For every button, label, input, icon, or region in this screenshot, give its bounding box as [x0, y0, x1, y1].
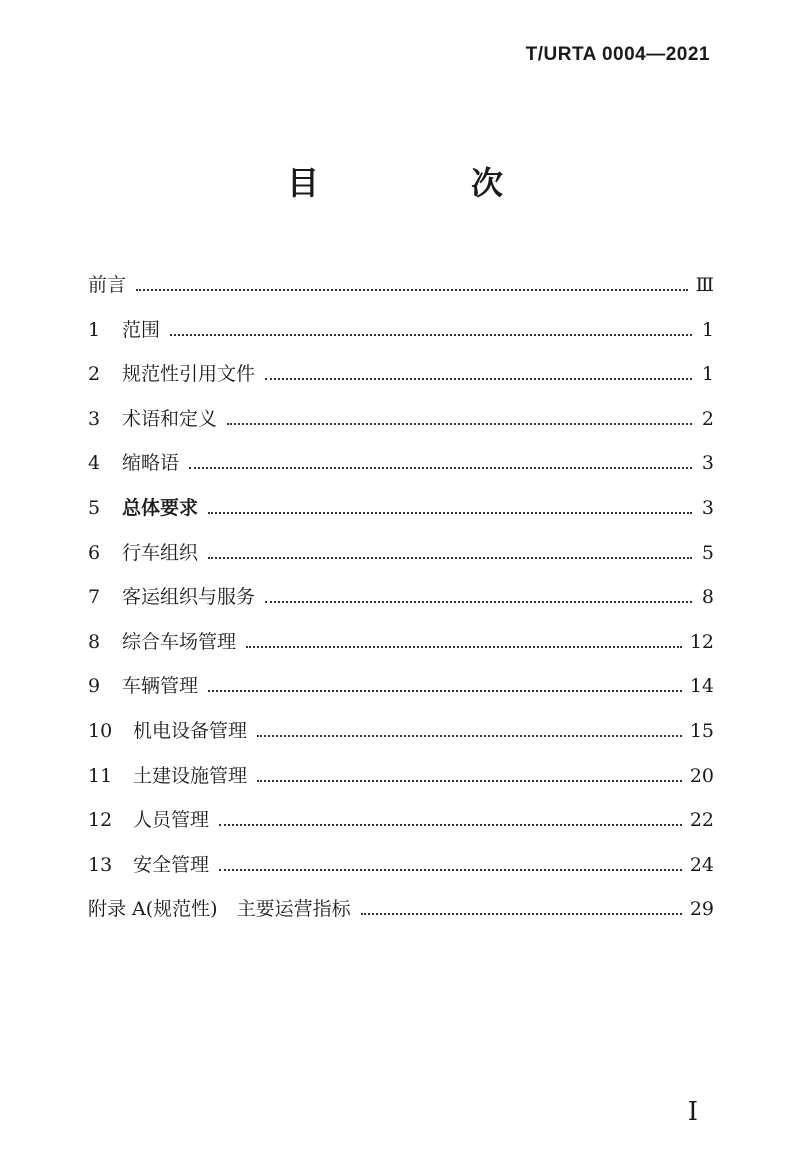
toc-entry-number: 3 [88, 407, 101, 430]
toc-entry-label: 土建设施管理 [133, 764, 248, 787]
toc-leader-dots [361, 913, 682, 915]
toc-entry-number: 12 [88, 809, 113, 832]
toc-entry-label: 术语和定义 [122, 407, 218, 430]
toc-entry-page: 1 [701, 318, 714, 341]
toc-entry-8[interactable] [88, 627, 714, 672]
toc-entry-9[interactable] [88, 671, 714, 716]
toc-entry-page: 20 [689, 764, 714, 787]
toc-entry-number: 8 [88, 630, 101, 653]
toc-entry-label: 机电设备管理 [133, 719, 248, 742]
toc-entry-11[interactable] [88, 761, 714, 806]
table-of-contents [88, 270, 714, 939]
toc-entry-13[interactable] [88, 850, 714, 895]
toc-leader-dots [257, 735, 682, 737]
toc-leader-dots [219, 824, 682, 826]
toc-entry-foreword[interactable] [88, 270, 714, 315]
toc-entry-label: 客运组织与服务 [122, 586, 256, 609]
toc-entry-page: 3 [701, 496, 714, 519]
toc-entry-label: 行车组织 [122, 541, 199, 564]
toc-entry-page: 1 [701, 363, 714, 386]
toc-entry-label: 范围 [122, 318, 161, 341]
toc-entry-number: 2 [88, 363, 101, 386]
toc-entry-page: 5 [701, 541, 714, 564]
toc-entry-label: 车辆管理 [122, 675, 199, 698]
toc-entry-label: 综合车场管理 [122, 630, 237, 653]
toc-entry-number: 7 [88, 586, 101, 609]
toc-entry-number: 6 [88, 541, 101, 564]
toc-entry-label: 附录 A(规范性) 主要运营指标 [88, 898, 351, 921]
toc-leader-dots [227, 423, 692, 425]
toc-entry-page: 12 [689, 630, 714, 653]
toc-entry-number: 13 [88, 853, 113, 876]
toc-entry-number: 10 [88, 719, 113, 742]
toc-entry-label: 前言 [88, 274, 127, 296]
toc-entry-label: 总体要求 [122, 496, 199, 519]
toc-entry-label: 缩略语 [122, 452, 180, 475]
toc-entry-page: 14 [689, 675, 714, 698]
toc-leader-dots [208, 557, 692, 559]
toc-entry-1[interactable] [88, 315, 714, 360]
toc-leader-dots [246, 646, 682, 648]
toc-entry-12[interactable] [88, 805, 714, 850]
toc-entry-7[interactable] [88, 582, 714, 627]
toc-leader-dots [265, 378, 692, 380]
toc-entry-label: 人员管理 [133, 809, 210, 832]
toc-entry-label: 安全管理 [133, 853, 210, 876]
toc-entry-page: 29 [689, 898, 714, 921]
toc-entry-page: Ⅲ [695, 274, 714, 296]
toc-entry-5[interactable] [88, 493, 714, 538]
toc-leader-dots [208, 512, 692, 514]
toc-entry-6[interactable] [88, 538, 714, 583]
toc-entry-10[interactable] [88, 716, 714, 761]
page-title: 目 次 [286, 164, 563, 202]
toc-entry-page: 24 [689, 853, 714, 876]
toc-entry-page: 8 [701, 586, 714, 609]
toc-entry-appendix-a[interactable] [88, 894, 714, 939]
toc-leader-dots [189, 467, 692, 469]
toc-entry-4[interactable] [88, 448, 714, 493]
standard-code: T/URTA 0004—2021 [525, 44, 710, 65]
toc-entry-label: 规范性引用文件 [122, 363, 256, 386]
toc-entry-number: 1 [88, 318, 101, 341]
toc-leader-dots [265, 601, 692, 603]
toc-entry-page: 2 [701, 407, 714, 430]
toc-entry-page: 15 [689, 719, 714, 742]
page-number: I [687, 1097, 698, 1127]
toc-entry-page: 22 [689, 809, 714, 832]
toc-leader-dots [219, 869, 682, 871]
toc-entry-number: 11 [88, 764, 113, 787]
toc-leader-dots [136, 289, 688, 291]
toc-entry-page: 3 [701, 452, 714, 475]
toc-entry-number: 4 [88, 452, 101, 475]
toc-leader-dots [208, 690, 682, 692]
toc-entry-2[interactable] [88, 359, 714, 404]
toc-entry-3[interactable] [88, 404, 714, 449]
toc-leader-dots [170, 334, 692, 336]
toc-entry-number: 9 [88, 675, 101, 698]
toc-leader-dots [257, 780, 682, 782]
toc-entry-number: 5 [88, 496, 101, 519]
